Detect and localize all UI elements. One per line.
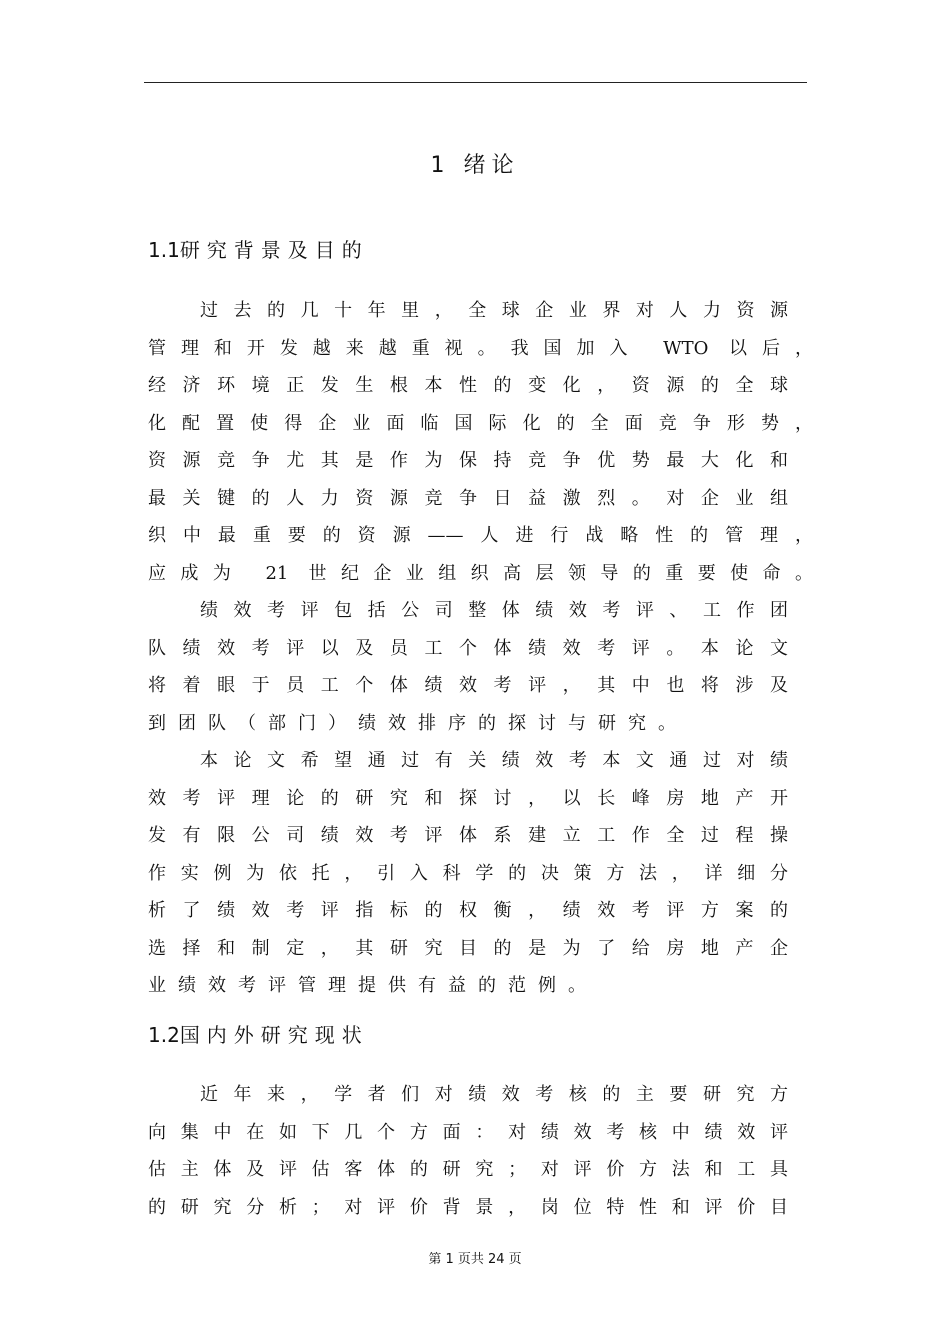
text-line: 的研究分析；对评价背景，岗位特性和评价目 <box>148 1196 788 1218</box>
text-line: 化配置使得企业面临国际化的全面竞争形势， <box>148 412 813 434</box>
text-line: 到团队（部门）绩效排序的探讨与研究。 <box>148 712 688 734</box>
paragraph-1-2-1 <box>148 1076 828 1226</box>
section-title: 研究背景及目的 <box>179 238 369 262</box>
section-heading-1-1 <box>148 234 369 263</box>
text-line: 析了绩效考评指标的权衡，绩效考评方案的 <box>148 900 788 921</box>
text-line: 作实例为依托，引入科学的决策方法，详细分 <box>148 862 788 884</box>
text-line: 选择和制定，其研究目的是为了给房地产企 <box>148 937 788 959</box>
header-rule <box>144 82 807 83</box>
text-line: 绩效考评包括公司整体绩效考评、工作团 <box>200 600 788 621</box>
text-line: 效考评理论的研究和探讨，以长峰房地产开 <box>148 787 788 809</box>
text-line: 估主体及评估客体的研究；对评价方法和工具 <box>148 1159 788 1180</box>
paragraph-1-1-3 <box>148 742 828 1005</box>
text-line: 业绩效考评管理提供有益的范例。 <box>148 975 598 996</box>
text-line: 应成为 21 世纪企业组织高层领导的重要使命。 <box>148 562 813 584</box>
text-line: 织中最重要的资源——人进行战略性的管理， <box>148 525 813 546</box>
page-footer: 第 1 页共 24 页 <box>428 1252 522 1267</box>
section-number: 1.1 <box>148 238 180 262</box>
text-line: 管理和开发越来越重视。我国加入 WTO 以后， <box>148 337 813 359</box>
text-line: 过去的几十年里，全球企业界对人力资源 <box>200 300 788 321</box>
section-heading-1-2 <box>148 1019 369 1048</box>
section-number: 1.2 <box>148 1023 180 1047</box>
text-line: 最关键的人力资源竞争日益激烈。对企业组 <box>148 487 788 509</box>
text-line: 发有限公司绩效考评体系建立工作全过程操 <box>148 825 788 846</box>
text-line: 经济环境正发生根本性的变化，资源的全球 <box>148 375 788 396</box>
text-line: 本论文希望通过有关绩效考本文通过对绩 <box>200 750 788 771</box>
paragraph-1-1-1 <box>148 292 828 592</box>
text-line: 向集中在如下几个方面：对绩效考核中绩效评 <box>148 1121 788 1143</box>
paragraph-1-1-2 <box>148 592 828 742</box>
text-line: 资源竞争尤其是作为保持竞争优势最大化和 <box>148 450 788 471</box>
text-line: 近年来，学者们对绩效考核的主要研究方 <box>200 1084 788 1105</box>
text-line: 队绩效考评以及员工个体绩效考评。本论文 <box>148 637 788 659</box>
section-title: 国内外研究现状 <box>179 1023 369 1047</box>
chapter-title: 1 绪论 <box>430 153 520 178</box>
text-line: 将着眼于员工个体绩效考评，其中也将涉及 <box>148 675 788 696</box>
